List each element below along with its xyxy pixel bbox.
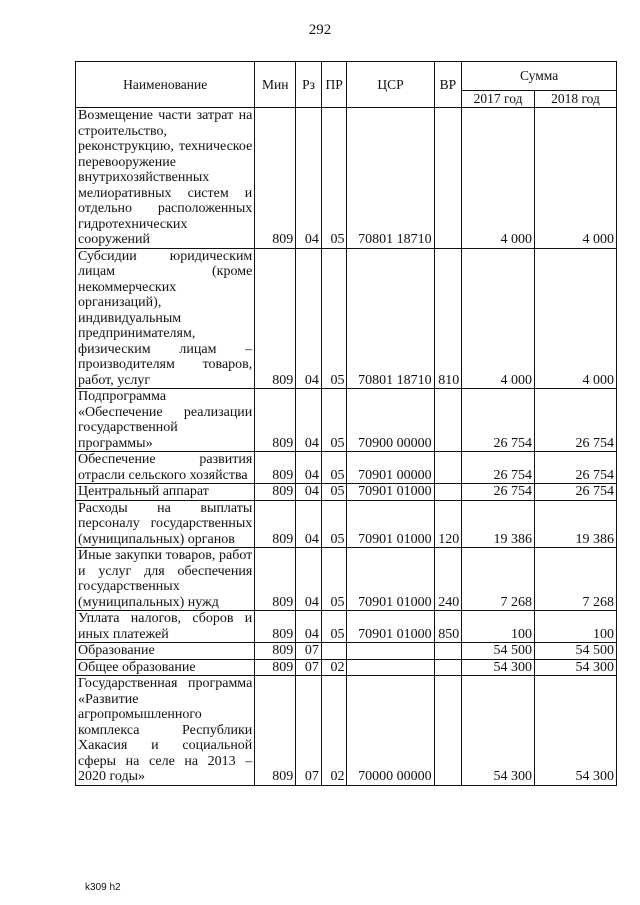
row-min: 809 — [255, 548, 296, 611]
row-name: Иные закупки товаров, работ и услуг для обеспечения государственных (муниципальных) нужд — [76, 548, 255, 611]
row-rz: 07 — [296, 676, 322, 786]
row-csr: 70901 01000 — [347, 548, 434, 611]
row-sum-2018: 100 — [534, 611, 616, 643]
table-row — [76, 643, 617, 660]
row-vr: 240 — [434, 548, 462, 611]
table-row — [76, 389, 617, 452]
row-name: Государственная программа «Развитие агропромышленного комплекса Республики Хакасия и социальной сферы на селе на 2013 – 2020 годы» — [76, 676, 255, 786]
footer-code: k309 h2 — [85, 882, 121, 893]
row-min: 809 — [255, 484, 296, 501]
row-pr: 05 — [321, 484, 347, 501]
header-rz: Рз — [296, 62, 322, 108]
row-csr — [347, 643, 434, 660]
row-csr: 70901 01000 — [347, 611, 434, 643]
row-name: Общее образование — [76, 659, 255, 676]
row-sum-2017: 54 300 — [462, 659, 535, 676]
row-pr: 05 — [321, 452, 347, 484]
row-sum-2018: 26 754 — [534, 389, 616, 452]
header-min: Мин — [255, 62, 296, 108]
row-min: 809 — [255, 659, 296, 676]
row-name: Расходы на выплаты персоналу государственных (муниципальных) органов — [76, 500, 255, 548]
row-min: 809 — [255, 248, 296, 389]
row-sum-2018: 54 300 — [534, 659, 616, 676]
row-vr — [434, 676, 462, 786]
row-sum-2017: 26 754 — [462, 452, 535, 484]
row-sum-2018: 19 386 — [534, 500, 616, 548]
row-sum-2018: 7 268 — [534, 548, 616, 611]
row-csr: 70900 00000 — [347, 389, 434, 452]
row-rz: 07 — [296, 659, 322, 676]
row-name: Возмещение части затрат на строительство, реконструкцию, техническое перевооружение внутрихозяйственных мелиоративных систем и отдельно расположенных гидротехнических сооружений — [76, 108, 255, 249]
row-rz: 04 — [296, 500, 322, 548]
row-sum-2017: 54 500 — [462, 643, 535, 660]
row-vr — [434, 452, 462, 484]
header-vr: ВР — [434, 62, 462, 108]
row-csr: 70801 18710 — [347, 248, 434, 389]
row-vr: 120 — [434, 500, 462, 548]
row-sum-2017: 4 000 — [462, 108, 535, 249]
header-year-2017: 2017 год — [462, 91, 535, 108]
header-name: Наименование — [76, 62, 255, 108]
row-min: 809 — [255, 500, 296, 548]
row-rz: 04 — [296, 548, 322, 611]
row-sum-2017: 26 754 — [462, 389, 535, 452]
row-pr — [321, 643, 347, 660]
header-year-2018: 2018 год — [534, 91, 616, 108]
row-vr — [434, 643, 462, 660]
row-min: 809 — [255, 389, 296, 452]
row-sum-2017: 26 754 — [462, 484, 535, 501]
header-pr: ПР — [321, 62, 347, 108]
header-sum: Сумма — [462, 62, 617, 91]
row-csr: 70801 18710 — [347, 108, 434, 249]
row-vr — [434, 108, 462, 249]
row-sum-2018: 4 000 — [534, 248, 616, 389]
row-pr: 02 — [321, 659, 347, 676]
row-vr — [434, 484, 462, 501]
row-min: 809 — [255, 611, 296, 643]
row-sum-2018: 26 754 — [534, 452, 616, 484]
row-name: Центральный аппарат — [76, 484, 255, 501]
row-min: 809 — [255, 643, 296, 660]
row-pr: 05 — [321, 389, 347, 452]
row-sum-2018: 26 754 — [534, 484, 616, 501]
table-row — [76, 611, 617, 643]
table-row — [76, 452, 617, 484]
row-rz: 04 — [296, 484, 322, 501]
row-sum-2017: 7 268 — [462, 548, 535, 611]
row-rz: 04 — [296, 389, 322, 452]
row-vr: 850 — [434, 611, 462, 643]
row-min: 809 — [255, 108, 296, 249]
row-vr: 810 — [434, 248, 462, 389]
row-csr — [347, 659, 434, 676]
row-csr: 70901 01000 — [347, 500, 434, 548]
table-row — [76, 548, 617, 611]
row-pr: 05 — [321, 248, 347, 389]
row-rz: 04 — [296, 108, 322, 249]
row-min: 809 — [255, 452, 296, 484]
row-name: Уплата налогов, сборов и иных платежей — [76, 611, 255, 643]
row-name: Подпрограмма «Обеспечение реализации государственной программы» — [76, 389, 255, 452]
row-rz: 04 — [296, 452, 322, 484]
row-sum-2018: 54 500 — [534, 643, 616, 660]
table-row — [76, 500, 617, 548]
page-number: 292 — [308, 22, 332, 38]
row-csr: 70901 00000 — [347, 452, 434, 484]
row-pr: 05 — [321, 500, 347, 548]
row-sum-2018: 54 300 — [534, 676, 616, 786]
budget-table — [75, 61, 617, 786]
row-pr: 02 — [321, 676, 347, 786]
row-vr — [434, 389, 462, 452]
row-pr: 05 — [321, 611, 347, 643]
row-sum-2017: 19 386 — [462, 500, 535, 548]
row-name: Обеспечение развития отрасли сельского хозяйства — [76, 452, 255, 484]
row-sum-2017: 4 000 — [462, 248, 535, 389]
table-row — [76, 108, 617, 249]
row-name: Образование — [76, 643, 255, 660]
row-csr: 70000 00000 — [347, 676, 434, 786]
row-sum-2017: 54 300 — [462, 676, 535, 786]
header-csr: ЦСР — [347, 62, 434, 108]
row-sum-2018: 4 000 — [534, 108, 616, 249]
row-rz: 04 — [296, 248, 322, 389]
table-row — [76, 659, 617, 676]
row-rz: 07 — [296, 643, 322, 660]
row-csr: 70901 01000 — [347, 484, 434, 501]
row-pr: 05 — [321, 108, 347, 249]
row-pr: 05 — [321, 548, 347, 611]
table-row — [76, 248, 617, 389]
row-sum-2017: 100 — [462, 611, 535, 643]
row-vr — [434, 659, 462, 676]
row-rz: 04 — [296, 611, 322, 643]
row-name: Субсидии юридическим лицам (кроме некоммерческих организаций), индивидуальным предпринимателям, физическим лицам – производителям товаров, работ, услуг — [76, 248, 255, 389]
table-row — [76, 676, 617, 786]
table-row — [76, 484, 617, 501]
header-row — [76, 62, 617, 91]
row-min: 809 — [255, 676, 296, 786]
